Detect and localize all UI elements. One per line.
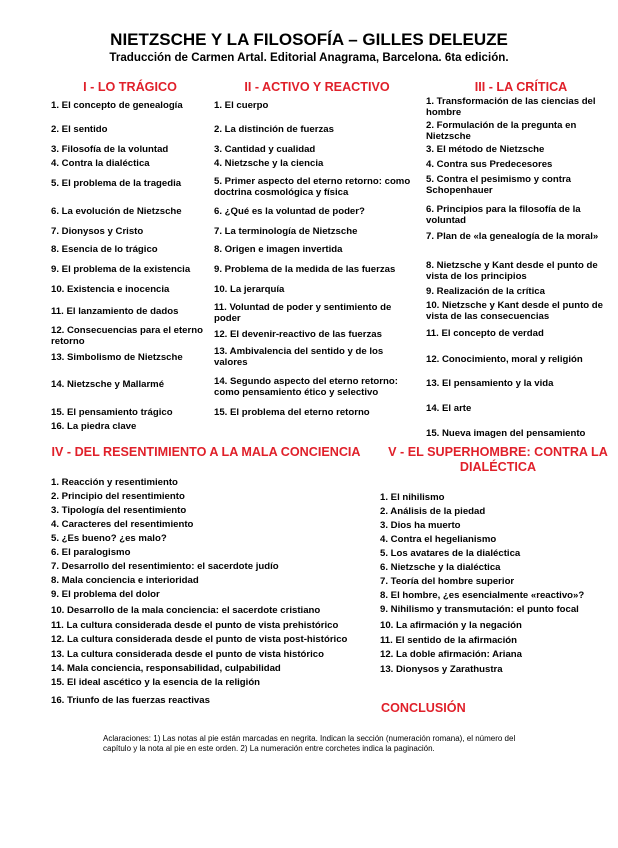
section-lo-tragico: [51, 80, 209, 460]
section-list: [51, 100, 209, 460]
chapter-item: 5. Los avatares de la dialéctica: [380, 548, 521, 559]
chapter-item: 13. Simbolismo de Nietzsche: [51, 352, 183, 363]
chapter-item: 2. El sentido: [51, 124, 108, 135]
chapter-item: 3. Cantidad y cualidad: [214, 144, 316, 155]
chapter-item: 14. Nietzsche y Mallarmé: [51, 379, 165, 390]
chapter-item: 7. La terminología de Nietzsche: [214, 226, 358, 237]
chapter-item: 3. Tipología del resentimiento: [51, 505, 187, 516]
chapter-item: 2. Principio del resentimiento: [51, 491, 185, 502]
chapter-item: 5. ¿Es bueno? ¿es malo?: [51, 533, 167, 544]
chapter-item: 3. Filosofía de la voluntad: [51, 144, 169, 155]
chapter-item: 2. Análisis de la piedad: [380, 506, 486, 517]
chapter-item: 13. Ambivalencia del sentido y de los valores: [214, 346, 384, 368]
chapter-item: 6. Principios para la filosofía de la voluntad: [426, 204, 581, 226]
chapter-item: 10. Existencia e inocencia: [51, 284, 170, 295]
chapter-item: 11. El lanzamiento de dados: [51, 306, 179, 317]
chapter-item: 5. Contra el pesimismo y contra Schopenhauer: [426, 174, 572, 196]
chapter-item: 8. Esencia de lo trágico: [51, 244, 158, 255]
chapter-item: 5. Primer aspecto del eterno retorno: como doctrina cosmológica y física: [214, 176, 411, 198]
chapter-item: 14. Segundo aspecto del eterno retorno: como pensamiento ético y selectivo: [214, 376, 398, 398]
chapter-item: 3. El método de Nietzsche: [426, 144, 545, 155]
page-title: NIETZSCHE Y LA FILOSOFÍA – GILLES DELEUZE: [110, 30, 508, 49]
chapter-item: 2. La distinción de fuerzas: [214, 124, 334, 135]
chapter-item: 16. Triunfo de las fuerzas reactivas: [51, 695, 210, 706]
section-title: III - LA CRÍTICA: [474, 80, 568, 94]
chapter-item: 14. El arte: [426, 403, 472, 414]
footnote: Aclaraciones: 1) Las notas al pie están marcadas en negrita. Indican la sección (numeración romana), el número del capítulo y la nota al pie en este orden. 2) La numeración entre corchetes indica la paginación.: [103, 734, 516, 753]
chapter-item: 5. El problema de la tragedia: [51, 178, 182, 189]
section-list: [426, 96, 616, 439]
section-superhombre: [380, 445, 616, 692]
page-subtitle: Traducción de Carmen Artal. Editorial Anagrama, Barcelona. 6ta edición.: [109, 51, 509, 64]
chapter-item: 8. Mala conciencia e interioridad: [51, 575, 199, 586]
chapter-item: 1. El nihilismo: [380, 492, 445, 503]
chapter-item: 1. Reacción y resentimiento: [51, 477, 178, 488]
section-resentimiento: [51, 445, 371, 717]
chapter-item: 6. ¿Qué es la voluntad de poder?: [214, 206, 365, 217]
chapter-item: 10. Desarrollo de la mala conciencia: el sacerdote cristiano: [51, 605, 321, 616]
chapter-item: 4. Contra sus Predecesores: [426, 159, 553, 170]
chapter-item: 9. Problema de la medida de las fuerzas: [214, 264, 396, 275]
chapter-item: 7. Desarrollo del resentimiento: el sacerdote judío: [51, 561, 279, 572]
chapter-item: 11. El concepto de verdad: [426, 328, 544, 339]
chapter-item: 11. La cultura considerada desde el punto de vista prehistórico: [51, 620, 339, 631]
chapter-item: 12. La doble afirmación: Ariana: [380, 649, 522, 660]
chapter-item: 15. El ideal ascético y la esencia de la religión: [51, 677, 261, 688]
section-title: IV - DEL RESENTIMIENTO A LA MALA CONCIENCIA: [51, 445, 361, 459]
conclusion-heading: CONCLUSIÓN: [381, 701, 466, 715]
chapter-item: 13. La cultura considerada desde el punto de vista histórico: [51, 649, 324, 660]
chapter-item: 11. Voluntad de poder y sentimiento de poder: [214, 302, 392, 324]
chapter-item: 13. Dionysos y Zarathustra: [380, 664, 503, 675]
chapter-item: 1. Transformación de las ciencias del hombre: [426, 96, 596, 118]
chapter-item: 3. Dios ha muerto: [380, 520, 461, 531]
chapter-item: 15. El pensamiento trágico: [51, 407, 173, 418]
chapter-item: 1. El concepto de genealogía: [51, 100, 183, 111]
section-title: V - EL SUPERHOMBRE: CONTRA LA DIALÉCTICA: [388, 445, 608, 474]
chapter-item: 14. Mala conciencia, responsabilidad, culpabilidad: [51, 663, 281, 674]
chapter-item: 15. El problema del eterno retorno: [214, 407, 370, 418]
section-list: [51, 477, 371, 717]
chapter-item: 9. Nihilismo y transmutación: el punto focal: [380, 604, 579, 615]
section-list: [214, 100, 420, 440]
chapter-item: 15. Nueva imagen del pensamiento: [426, 428, 586, 439]
chapter-item: 9. El problema de la existencia: [51, 264, 191, 275]
chapter-item: 12. Consecuencias para el eterno retorno: [51, 325, 203, 347]
chapter-item: 7. Dionysos y Cristo: [51, 226, 144, 237]
section-activo-reactivo: [214, 80, 420, 440]
chapter-item: 7. Plan de «la genealogía de la moral»: [426, 231, 599, 242]
chapter-item: 12. Conocimiento, moral y religión: [426, 354, 583, 365]
chapter-item: 8. Nietzsche y Kant desde el punto de vista de los principios: [426, 260, 598, 282]
chapter-item: 8. El hombre, ¿es esencialmente «reactivo»?: [380, 590, 585, 601]
chapter-item: 16. La piedra clave: [51, 421, 137, 432]
section-title: II - ACTIVO Y REACTIVO: [244, 80, 390, 94]
chapter-item: 10. Nietzsche y Kant desde el punto de vista de las consecuencias: [426, 300, 603, 322]
chapter-item: 12. El devenir-reactivo de las fuerzas: [214, 329, 382, 340]
chapter-item: 6. El paralogismo: [51, 547, 131, 558]
chapter-item: 7. Teoría del hombre superior: [380, 576, 515, 587]
chapter-item: 9. Realización de la crítica: [426, 286, 545, 297]
chapter-item: 4. Nietzsche y la ciencia: [214, 158, 324, 169]
chapter-item: 2. Formulación de la pregunta en Nietzsche: [426, 120, 577, 142]
chapter-item: 1. El cuerpo: [214, 100, 269, 111]
chapter-item: 10. La afirmación y la negación: [380, 620, 522, 631]
chapter-item: 9. El problema del dolor: [51, 589, 160, 600]
chapter-item: 6. La evolución de Nietzsche: [51, 206, 182, 217]
chapter-item: 10. La jerarquía: [214, 284, 285, 295]
chapter-item: 4. Contra el hegelianismo: [380, 534, 497, 545]
chapter-item: 4. Caracteres del resentimiento: [51, 519, 194, 530]
chapter-item: 8. Origen e imagen invertida: [214, 244, 343, 255]
section-list: [380, 492, 616, 692]
section-la-critica: [426, 80, 616, 439]
chapter-item: 13. El pensamiento y la vida: [426, 378, 554, 389]
chapter-item: 6. Nietzsche y la dialéctica: [380, 562, 501, 573]
section-title: I - LO TRÁGICO: [83, 80, 177, 94]
chapter-item: 12. La cultura considerada desde el punto de vista post-histórico: [51, 634, 348, 645]
chapter-item: 4. Contra la dialéctica: [51, 158, 150, 169]
chapter-item: 11. El sentido de la afirmación: [380, 635, 518, 646]
